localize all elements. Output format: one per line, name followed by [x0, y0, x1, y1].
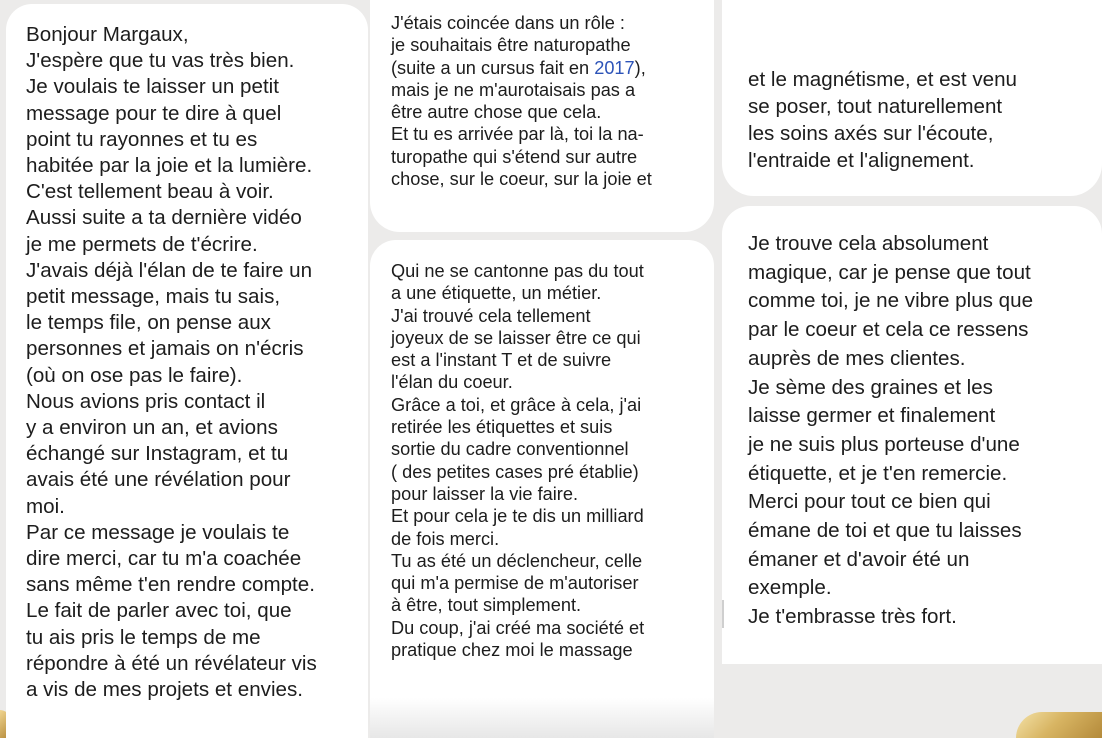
message-bubble-3 [370, 240, 714, 738]
text-line: de fois merci. [391, 528, 500, 549]
message-bubble-4 [722, 0, 1102, 196]
text-line: Grâce a toi, et grâce à cela, j'ai [391, 394, 642, 415]
text-line: J'ai trouvé cela tellement [391, 305, 591, 326]
text-line: Du coup, j'ai créé ma société et [391, 617, 645, 638]
text-line: est a l'instant T et de suivre [391, 350, 612, 371]
text-line: je souhaitais être naturopathe [391, 35, 631, 56]
gold-frame-corner-bottom [1016, 712, 1102, 738]
text-line: magique, car je pense que tout [748, 260, 1031, 284]
text-line: Par ce message je voulais te [26, 520, 290, 544]
text-line: Et tu es arrivée par là, toi la na- [391, 124, 644, 145]
text-line: les soins axés sur l'écoute, [748, 122, 994, 145]
text-line: Je t'embrasse très fort. [748, 605, 957, 629]
text-line: auprès de mes clientes. [748, 346, 966, 370]
text-line: comme toi, je ne vibre plus que [748, 289, 1034, 313]
bottom-fade [370, 698, 714, 738]
text-line: turopathe qui s'étend sur autre [391, 146, 638, 167]
text-line: chose, sur le coeur, sur la joie et [391, 169, 652, 190]
text-line: a vis de mes projets et envies. [26, 678, 303, 702]
text-line: J'étais coincée dans un rôle : [391, 13, 625, 33]
message-text [748, 66, 1102, 174]
text-line: se poser, tout naturellement [748, 95, 1003, 118]
text-line: pour laisser la vie faire. [391, 483, 579, 504]
text-line: à être, tout simplement. [391, 595, 582, 616]
text-line: mais je ne m'aurotaisais pas a [391, 79, 636, 100]
message-text [26, 22, 368, 703]
text-line: moi. [26, 494, 65, 518]
text-line: ( des petites cases pré établie) [391, 461, 639, 482]
text-line: sans même t'en rendre compte. [26, 573, 315, 597]
message-text [748, 230, 1102, 632]
text-line: J'avais déjà l'élan de te faire un [26, 258, 313, 282]
text-line: a une étiquette, un métier. [391, 283, 602, 304]
text-line: être autre chose que cela. [391, 102, 602, 123]
text-line: Je trouve cela absolument [748, 232, 989, 255]
text-line: tu ais pris le temps de me [26, 625, 261, 649]
text-line: Et pour cela je te dis un milliard [391, 506, 644, 527]
text-line: Nous avions pris contact il [26, 389, 266, 413]
text-line: émane de toi et que tu laisses [748, 519, 1022, 543]
text-line [391, 57, 714, 79]
message-bubble-1 [6, 4, 368, 738]
text-line: Merci pour tout ce bien qui [748, 490, 991, 514]
text-line: Aussi suite a ta dernière vidéo [26, 206, 302, 230]
text-line: émaner et d'avoir été un [748, 547, 970, 571]
text-line: avais été une révélation pour [26, 468, 291, 492]
message-text [391, 260, 714, 661]
text-line: petit message, mais tu sais, [26, 285, 281, 309]
divider-line [722, 600, 724, 628]
text-line: par le coeur et cela ce ressens [748, 318, 1029, 342]
text-line: Le fait de parler avec toi, que [26, 599, 292, 623]
text-line: y a environ un an, et avions [26, 416, 278, 440]
text-line: Je voulais te laisser un petit [26, 75, 279, 99]
text-line: dire merci, car tu m'a coachée [26, 547, 302, 571]
text-line: message pour te dire à quel [26, 101, 282, 125]
text-line: retirée les étiquettes et suis [391, 417, 613, 438]
text-line: répondre à été un révélateur vis [26, 651, 317, 675]
text-line: Je sème des graines et les [748, 375, 993, 399]
text-line: pratique chez moi le massage [391, 640, 633, 661]
text-line: personnes et jamais on n'écris [26, 337, 304, 361]
message-text [391, 12, 714, 190]
text-line: laisse germer et finalement [748, 404, 996, 428]
text-line: je ne suis plus porteuse d'une [748, 432, 1020, 456]
text-line: joyeux de se laisser être ce qui [391, 327, 641, 348]
text-line-part: ), [634, 57, 646, 78]
text-line: échangé sur Instagram, et tu [26, 442, 289, 466]
text-line: habitée par la joie et la lumière. [26, 154, 313, 178]
text-line: je me permets de t'écrire. [26, 232, 258, 256]
text-line: l'entraide et l'alignement. [748, 149, 975, 172]
text-line: le temps file, on pense aux [26, 311, 271, 335]
text-line: Tu as été un déclencheur, celle [391, 550, 643, 571]
text-line: et le magnétisme, et est venu [748, 68, 1018, 91]
text-line-part: (suite a un cursus fait en [391, 57, 595, 78]
text-line: C'est tellement beau à voir. [26, 180, 274, 204]
year-link[interactable]: 2017 [594, 57, 635, 78]
text-line: Qui ne se cantonne pas du tout [391, 261, 644, 281]
text-line: (où on ose pas le faire). [26, 363, 243, 387]
text-line: J'espère que tu vas très bien. [26, 49, 295, 73]
text-line: point tu rayonnes et tu es [26, 127, 258, 151]
text-line: Bonjour Margaux, [26, 23, 189, 46]
text-line: exemple. [748, 576, 832, 600]
message-bubble-2 [370, 0, 714, 232]
text-line: l'élan du coeur. [391, 372, 513, 393]
text-line: sortie du cadre conventionnel [391, 439, 629, 460]
message-bubble-5 [722, 206, 1102, 664]
text-line: étiquette, et je t'en remercie. [748, 461, 1008, 485]
text-line: qui m'a permise de m'autoriser [391, 573, 639, 594]
